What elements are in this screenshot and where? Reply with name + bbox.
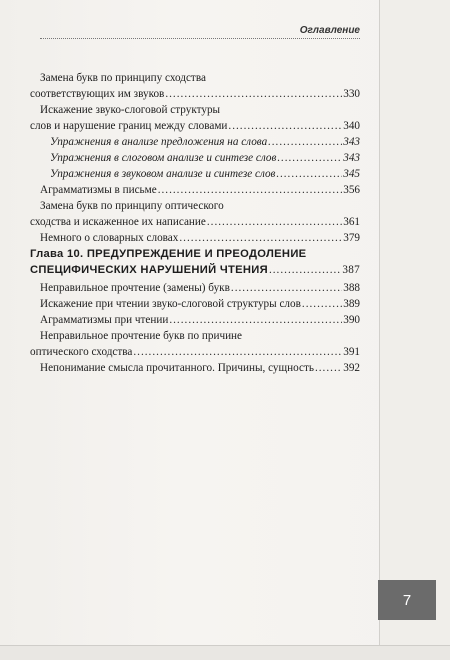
toc-page-number: 392 [343, 362, 360, 374]
dot-leader [231, 280, 342, 296]
toc-page-number: 343 [343, 136, 360, 148]
dot-leader [133, 344, 342, 360]
dot-leader [276, 166, 342, 182]
toc-entry [30, 150, 360, 166]
toc-entry [30, 360, 360, 376]
dot-leader [228, 118, 342, 134]
toc-entry-title: Упражнения в анализе предложения на слова [50, 136, 268, 148]
toc-page-number: 345 [343, 168, 360, 180]
toc-page-number: 361 [343, 216, 360, 228]
toc-page-number: 343 [343, 152, 360, 164]
toc-entry-title: сходства и искаженное их написание [30, 216, 206, 228]
toc-entry-title: Аграмматизмы при чтении [40, 314, 169, 326]
toc-entry-title: Упражнения в звуковом анализе и синтезе слов [50, 168, 276, 180]
dot-leader [277, 150, 342, 166]
toc-entry-title: Неправильное прочтение букв по причине [40, 330, 243, 342]
page-margin-band [379, 0, 450, 660]
dot-leader [158, 182, 343, 198]
dot-leader [315, 360, 342, 376]
toc-page-number: 391 [343, 346, 360, 358]
dot-leader [169, 312, 342, 328]
toc-page-number: 379 [343, 232, 360, 244]
toc-entry [30, 134, 360, 150]
dot-leader [165, 86, 342, 102]
toc-entry-title: Немного о словарных словах [40, 232, 179, 244]
page-bottom-edge [0, 645, 450, 660]
toc-entry [30, 312, 360, 328]
toc-entry [30, 198, 360, 230]
toc-entry-title: соответствующих им звуков [30, 88, 165, 100]
dot-leader [302, 296, 342, 312]
toc-entry-title: Глава 10. ПРЕДУПРЕЖДЕНИЕ И ПРЕОДОЛЕНИЕ [30, 248, 307, 260]
toc-entry-title: Неправильное прочтение (замены) букв [40, 282, 230, 294]
toc-entry-title: Замена букв по принципу оптического [40, 200, 224, 212]
toc-entry-title: слов и нарушение границ между словами [30, 120, 228, 132]
toc-page-number: 388 [343, 282, 360, 294]
toc-entry [30, 280, 360, 296]
toc-page-number: 389 [343, 298, 360, 310]
dot-leader [269, 262, 341, 278]
header-rule [40, 38, 360, 39]
toc-entry [30, 296, 360, 312]
toc-page-number: 387 [342, 264, 360, 276]
toc-entry [30, 328, 360, 360]
toc-entry-title: Аграмматизмы в письме [40, 184, 157, 196]
toc-entry-title: Непонимание смысла прочитанного. Причины, сущность [40, 362, 314, 374]
dot-leader [207, 214, 342, 230]
toc-entry [30, 182, 360, 198]
page-number: 7 [402, 591, 412, 609]
toc-page-number: 356 [343, 184, 360, 196]
toc-page-number: 340 [343, 120, 360, 132]
toc-page-number: 390 [343, 314, 360, 326]
toc-entry-title: оптического сходства [30, 346, 133, 358]
running-header-title: Оглавление [299, 25, 360, 36]
toc-entry-title: Искажение при чтении звуко-слоговой структуры слов [40, 298, 301, 310]
table-of-contents [30, 70, 360, 376]
toc-page-number: 330 [343, 88, 360, 100]
dot-leader [179, 230, 342, 246]
page-number-box [378, 580, 436, 620]
toc-entry [30, 70, 360, 102]
toc-entry-title: СПЕЦИФИЧЕСКИХ НАРУШЕНИЙ ЧТЕНИЯ [30, 264, 268, 276]
toc-entry-title: Замена букв по принципу сходства [40, 72, 206, 84]
toc-entry [30, 102, 360, 134]
toc-chapter-entry [30, 246, 360, 278]
toc-entry-title: Искажение звуко-слоговой структуры [40, 104, 221, 116]
toc-entry [30, 230, 360, 246]
toc-entry [30, 166, 360, 182]
toc-entry-title: Упражнения в слоговом анализе и синтезе слов [50, 152, 277, 164]
dot-leader [268, 134, 342, 150]
